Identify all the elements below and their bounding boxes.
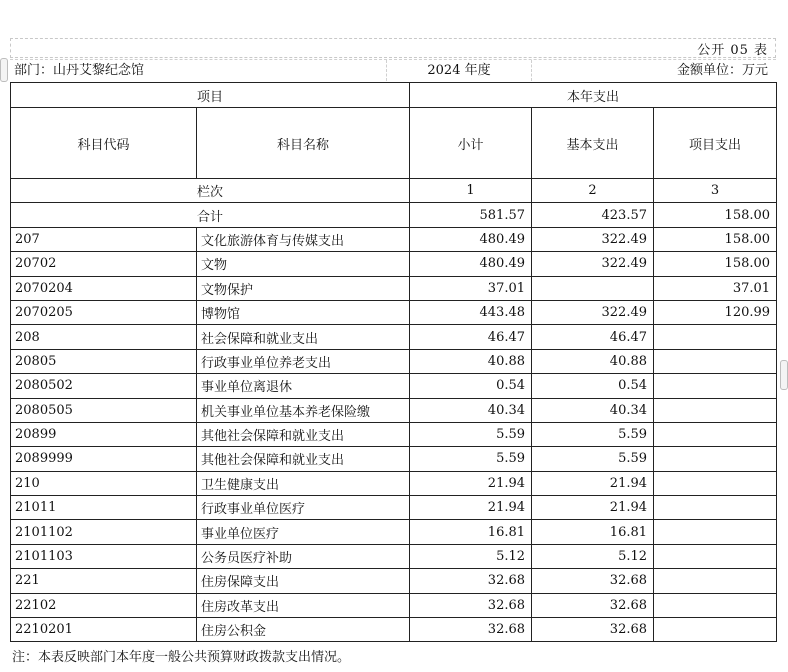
row-basic: 32.68: [532, 569, 654, 593]
row-project: 158.00: [654, 252, 777, 276]
row-name: 社会保障和就业支出: [197, 325, 410, 349]
table-row: [11, 496, 777, 520]
row-name: 住房公积金: [197, 618, 410, 642]
row-name: 文物: [197, 252, 410, 276]
header-basic: 基本支出: [532, 108, 654, 179]
total-row: [11, 203, 777, 227]
table-row: [11, 569, 777, 593]
row-project: [654, 447, 777, 471]
column-index-label: 栏次: [11, 179, 410, 203]
row-basic: 40.88: [532, 349, 654, 373]
row-subtotal: 5.59: [410, 447, 532, 471]
header-subtotal: 小计: [410, 108, 532, 179]
right-edge-handle[interactable]: [780, 360, 788, 390]
row-project: 120.99: [654, 300, 777, 324]
table-row: [11, 471, 777, 495]
row-code: 221: [11, 569, 197, 593]
title-bar: [10, 38, 776, 58]
row-code: 2101103: [11, 544, 197, 568]
row-subtotal: 480.49: [410, 252, 532, 276]
row-subtotal: 32.68: [410, 569, 532, 593]
row-code: 2080502: [11, 374, 197, 398]
row-subtotal: 16.81: [410, 520, 532, 544]
row-basic: 0.54: [532, 374, 654, 398]
row-name: 住房保障支出: [197, 569, 410, 593]
row-basic: 32.68: [532, 593, 654, 617]
row-subtotal: 37.01: [410, 276, 532, 300]
row-basic: 322.49: [532, 227, 654, 251]
row-subtotal: 21.94: [410, 496, 532, 520]
row-project: [654, 618, 777, 642]
table-row: [11, 618, 777, 642]
row-name: 其他社会保障和就业支出: [197, 447, 410, 471]
row-subtotal: 32.68: [410, 618, 532, 642]
row-subtotal: 40.88: [410, 349, 532, 373]
row-code: 2089999: [11, 447, 197, 471]
header-project: 项目支出: [654, 108, 777, 179]
row-code: 208: [11, 325, 197, 349]
row-basic: 16.81: [532, 520, 654, 544]
total-project: 158.00: [654, 203, 777, 227]
header-code: 科目代码: [11, 108, 197, 179]
row-code: 21011: [11, 496, 197, 520]
table-row: [11, 398, 777, 422]
row-code: 2070204: [11, 276, 197, 300]
header-current-year-expense: 本年支出: [410, 83, 777, 108]
row-project: 37.01: [654, 276, 777, 300]
row-name: 事业单位离退休: [197, 374, 410, 398]
table-row: [11, 300, 777, 324]
column-index-1: 1: [410, 179, 532, 203]
row-subtotal: 40.34: [410, 398, 532, 422]
row-name: 住房改革支出: [197, 593, 410, 617]
table-row: [11, 252, 777, 276]
row-basic: 21.94: [532, 496, 654, 520]
row-code: 2210201: [11, 618, 197, 642]
row-basic: 322.49: [532, 300, 654, 324]
row-project: [654, 593, 777, 617]
total-label: 合计: [11, 203, 410, 227]
table-row: [11, 227, 777, 251]
row-project: 158.00: [654, 227, 777, 251]
row-basic: 32.68: [532, 618, 654, 642]
footnote: 注：本表反映部门本年度一般公共预算财政拨款支出情况。: [12, 650, 351, 665]
table-row: [11, 447, 777, 471]
row-name: 事业单位医疗: [197, 520, 410, 544]
row-subtotal: 5.12: [410, 544, 532, 568]
table-row: [11, 325, 777, 349]
row-project: [654, 325, 777, 349]
form-number: 公开 05 表: [697, 43, 768, 58]
row-code: 207: [11, 227, 197, 251]
row-name: 机关事业单位基本养老保险缴: [197, 398, 410, 422]
table-row: [11, 593, 777, 617]
row-basic: 5.59: [532, 422, 654, 446]
row-subtotal: 480.49: [410, 227, 532, 251]
row-project: [654, 569, 777, 593]
row-name: 公务员医疗补助: [197, 544, 410, 568]
table-row: [11, 422, 777, 446]
row-project: [654, 544, 777, 568]
table-row: [11, 349, 777, 373]
header-name: 科目名称: [197, 108, 410, 179]
row-basic: 5.12: [532, 544, 654, 568]
row-code: 2070205: [11, 300, 197, 324]
row-project: [654, 496, 777, 520]
row-basic: [532, 276, 654, 300]
year-label: 2024 年度: [386, 60, 532, 81]
total-basic: 423.57: [532, 203, 654, 227]
row-basic: 5.59: [532, 447, 654, 471]
row-project: [654, 374, 777, 398]
row-subtotal: 443.48: [410, 300, 532, 324]
table-row: [11, 374, 777, 398]
column-index-3: 3: [654, 179, 777, 203]
row-basic: 46.47: [532, 325, 654, 349]
row-basic: 322.49: [532, 252, 654, 276]
left-edge-handle[interactable]: [0, 58, 8, 82]
row-code: 20702: [11, 252, 197, 276]
column-index-2: 2: [532, 179, 654, 203]
row-name: 其他社会保障和就业支出: [197, 422, 410, 446]
row-name: 行政事业单位养老支出: [197, 349, 410, 373]
row-code: 22102: [11, 593, 197, 617]
table-row: [11, 520, 777, 544]
row-name: 行政事业单位医疗: [197, 496, 410, 520]
row-name: 卫生健康支出: [197, 471, 410, 495]
row-project: [654, 520, 777, 544]
row-name: 文物保护: [197, 276, 410, 300]
total-subtotal: 581.57: [410, 203, 532, 227]
row-code: 20899: [11, 422, 197, 446]
row-code: 2080505: [11, 398, 197, 422]
row-project: [654, 422, 777, 446]
row-project: [654, 349, 777, 373]
unit-label: 金额单位：万元: [676, 63, 768, 78]
row-subtotal: 0.54: [410, 374, 532, 398]
column-index-row: [11, 179, 777, 203]
info-row: [10, 59, 776, 81]
row-subtotal: 21.94: [410, 471, 532, 495]
row-subtotal: 32.68: [410, 593, 532, 617]
expense-table: [10, 82, 777, 642]
table-row: [11, 544, 777, 568]
row-basic: 40.34: [532, 398, 654, 422]
department-label: 部门：山丹艾黎纪念馆: [14, 63, 145, 78]
row-basic: 21.94: [532, 471, 654, 495]
row-name: 文化旅游体育与传媒支出: [197, 227, 410, 251]
header-item: 项目: [11, 83, 410, 108]
row-subtotal: 5.59: [410, 422, 532, 446]
row-project: [654, 471, 777, 495]
row-code: 2101102: [11, 520, 197, 544]
row-code: 210: [11, 471, 197, 495]
table-row: [11, 276, 777, 300]
row-code: 20805: [11, 349, 197, 373]
row-subtotal: 46.47: [410, 325, 532, 349]
row-project: [654, 398, 777, 422]
row-name: 博物馆: [197, 300, 410, 324]
